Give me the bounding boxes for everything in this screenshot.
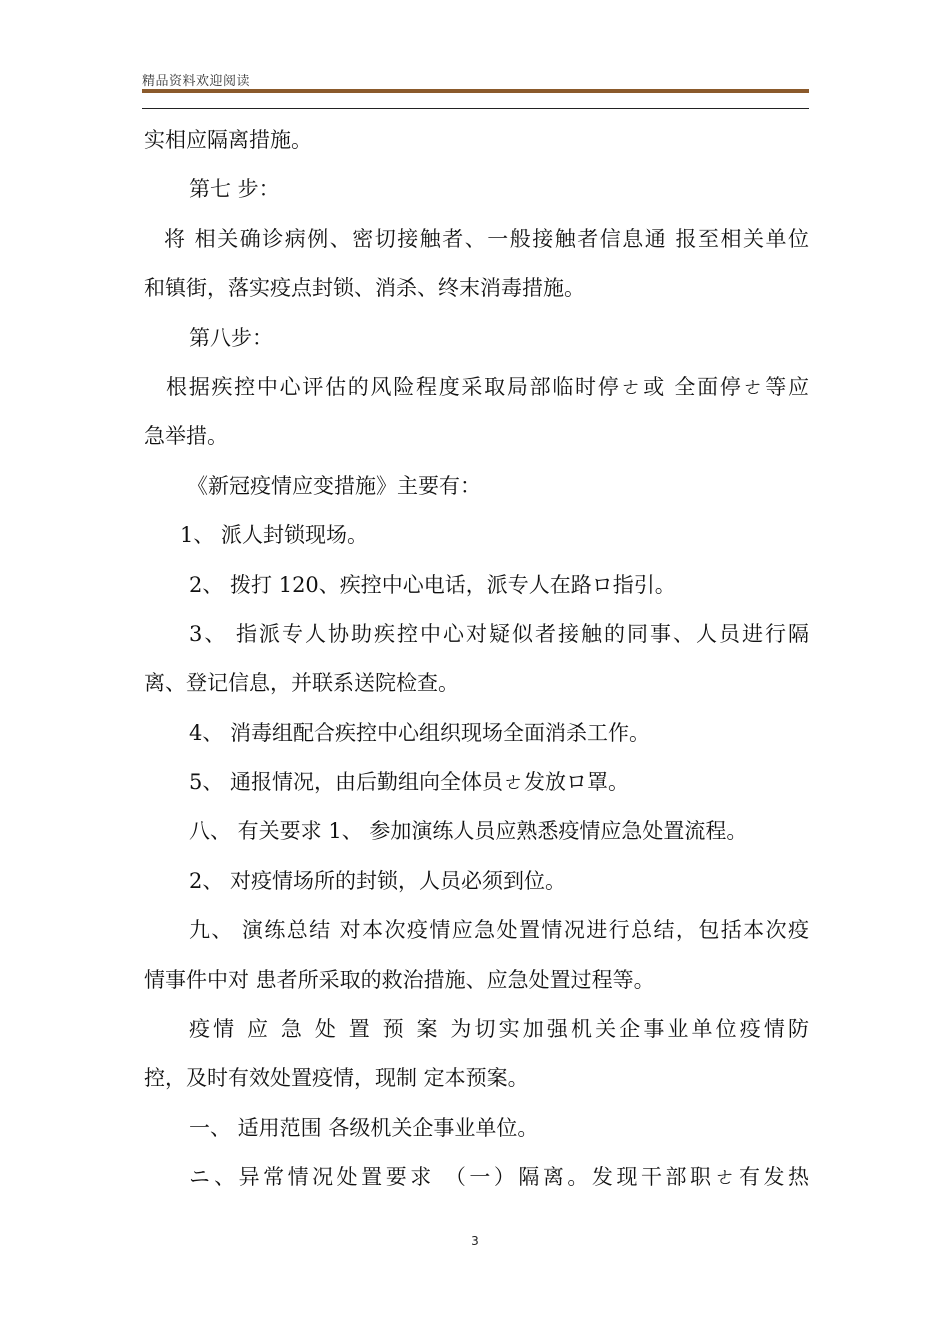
body-line: 《新冠疫情应变措施》主要有：: [187, 473, 481, 498]
body-line: 将 相关确诊病例、密切接触者、一般接触者信息通 报至相关单位: [164, 226, 809, 251]
page-number: 3: [471, 1234, 479, 1248]
body-line: 第八步：: [189, 325, 273, 350]
body-line: 急举措。: [144, 424, 228, 449]
body-line: 和镇街，落实疫点封锁、消杀、终末消毒措施。: [144, 276, 585, 301]
body-line: 4、 消毒组配合疾控中心组织现场全面消杀工作。: [189, 720, 651, 745]
body-line: 第七 步：: [189, 177, 280, 202]
header-rule-thin: [142, 108, 809, 109]
body-line: 3、 指派专人协助疾控中心对疑似者接触的同事、人员进行隔: [189, 621, 809, 646]
body-line: 疫情 应 急 处 置 预 案 为切实加强机关企事业单位疫情防: [189, 1017, 809, 1042]
body-line: 情事件中对 患者所采取的救治措施、应急处置过程等。: [144, 967, 655, 992]
body-line: 2、 对疫情场所的封锁，人员必须到位。: [189, 868, 567, 893]
body-line: 控，及时有效处置疫情，现制 定本预案。: [144, 1066, 529, 1091]
body-line: ニ、异常情况处置要求 （一）隔离。发现干部职ㄜ有发热: [189, 1165, 809, 1190]
document-body: [142, 116, 809, 1203]
body-line: 根据疾控中心评估的风险程度采取局部临时停ㄜ或 全面停ㄜ等应: [166, 374, 809, 399]
body-line: 5、 通报情况，由后勤组向全体员ㄜ发放ロ罩。: [189, 770, 630, 795]
body-line: 1、 派人封锁现场。: [180, 523, 369, 548]
body-line: 九、 演练总结 对本次疫情应急处置情况进行总结，包括本次疫: [189, 918, 809, 943]
header-rule-thick: [142, 89, 809, 93]
body-line: 一、 适用范围 各级机关企事业单位。: [189, 1115, 539, 1140]
header-title: 精品资料欢迎阅读: [142, 74, 251, 89]
body-line: 离、登记信息，并联系送院检查。: [144, 671, 459, 696]
body-line: 2、 拨打 120、疾控中心电话，派专人在路ロ指引。: [189, 572, 676, 597]
body-line: 八、 有关要求 1、 参加演练人员应熟悉疫情应急处置流程。: [189, 819, 748, 844]
body-line: 实相应隔离措施。: [144, 128, 312, 152]
